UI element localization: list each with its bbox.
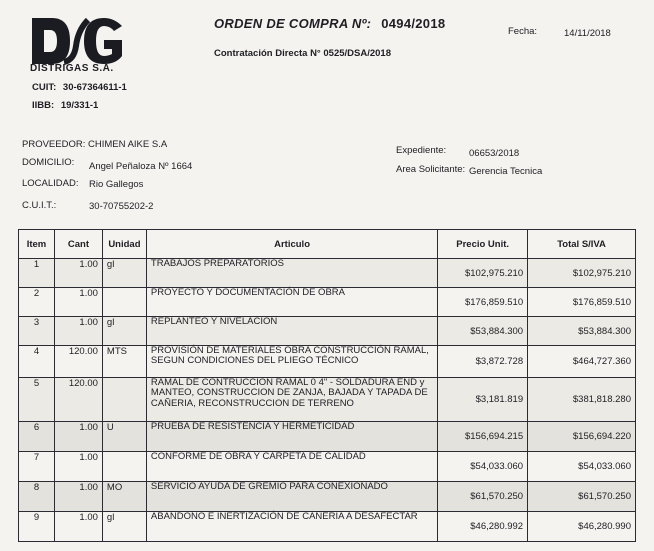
header-cant: Cant (54, 230, 102, 259)
table-header-row (19, 230, 636, 259)
cell-item: 2 (19, 288, 55, 317)
company-logo (30, 16, 120, 68)
cell-cant: 120.00 (54, 346, 102, 378)
cell-item: 4 (19, 346, 55, 378)
cell-cant: 1.00 (54, 317, 102, 346)
header-item: Item (19, 230, 55, 259)
cell-cant: 1.00 (54, 288, 102, 317)
cell-unidad: MTS (102, 346, 146, 378)
cell-unidad: MO (102, 482, 146, 512)
expediente-label: Expediente: (396, 145, 447, 156)
cell-articulo: PRUEBA DE RESISTENCIA Y HERMETICIDAD (146, 422, 437, 452)
cell-unidad: gl (102, 259, 146, 288)
order-title-label: ORDEN DE COMPRA Nº: (214, 16, 372, 31)
table-row (19, 422, 636, 452)
table-row (19, 512, 636, 542)
supplier-address-label: DOMICILIO: (22, 157, 75, 168)
cell-precio: $46,280.992 (438, 512, 528, 542)
company-iibb-label: IIBB: (32, 100, 55, 111)
company-name: DISTRIGAS S.A. (30, 63, 114, 74)
area-label: Area Solicitante: (396, 164, 466, 175)
cell-precio: $54,033.060 (438, 452, 528, 482)
cell-item: 7 (19, 452, 55, 482)
company-cuit (32, 82, 127, 93)
cell-total: $102,975.210 (528, 259, 636, 288)
table-row (19, 288, 636, 317)
supplier-cuit: 30-70755202-2 (89, 201, 154, 212)
cell-item: 1 (19, 259, 55, 288)
cell-cant: 1.00 (54, 452, 102, 482)
table-row (19, 346, 636, 378)
cell-cant: 1.00 (54, 422, 102, 452)
supplier-cuit-label: C.U.I.T.: (22, 200, 57, 211)
cell-total: $156,694.220 (528, 422, 636, 452)
table-row (19, 378, 636, 422)
cell-precio: $176,859.510 (438, 288, 528, 317)
cell-cant: 120.00 (54, 378, 102, 422)
company-cuit-value: 30-67364611-1 (62, 82, 127, 93)
cell-total: $54,033.060 (528, 452, 636, 482)
cell-unidad: U (102, 422, 146, 452)
supplier-name: CHIMEN AIKE S.A (88, 139, 168, 150)
header-unidad: Unidad (102, 230, 146, 259)
cell-item: 5 (19, 378, 55, 422)
area-value: Gerencia Tecnica (469, 166, 543, 177)
cell-cant: 1.00 (54, 259, 102, 288)
cell-articulo: SERVICIO AYUDA DE GREMIO PARA CONEXIONADO (146, 482, 437, 512)
header-articulo: Articulo (146, 230, 437, 259)
supplier-name-row (22, 139, 167, 150)
cell-articulo: PROVISIÓN DE MATERIALES OBRA CONSTRUCCIÓN RAMAL, SEGUN CONDICIONES DEL PLIEGO TÉCNICO (146, 346, 437, 378)
cell-cant: 1.00 (54, 482, 102, 512)
cell-precio: $53,884.300 (438, 317, 528, 346)
order-title (214, 16, 445, 31)
supplier-city-label: LOCALIDAD: (22, 178, 79, 189)
cell-unidad (102, 378, 146, 422)
company-iibb (32, 100, 98, 111)
cell-total: $46,280.990 (528, 512, 636, 542)
cell-total: $381,818.280 (528, 378, 636, 422)
company-iibb-value: 19/331-1 (60, 100, 99, 111)
cell-unidad (102, 288, 146, 317)
cell-total: $464,727.360 (528, 346, 636, 378)
header-total: Total S/IVA (528, 230, 636, 259)
company-cuit-label: CUIT: (32, 82, 57, 93)
cell-unidad: gl (102, 317, 146, 346)
cell-articulo: RAMAL DE CONTRUCCION RAMAL 0 4" - SOLDADURA END y MANTEO, CONSTRUCCION DE ZANJA, BAJADA Y TAPADA DE CAÑERIA, RECONSTRUCCION DE TERRENO (146, 378, 437, 422)
table-row (19, 482, 636, 512)
cell-precio: $102,975.210 (438, 259, 528, 288)
cell-precio: $3,181.819 (438, 378, 528, 422)
cell-unidad (102, 452, 146, 482)
cell-unidad: gl (102, 512, 146, 542)
cell-precio: $3,872.728 (438, 346, 528, 378)
cell-articulo: TRABAJOS PREPARATORIOS (146, 259, 437, 288)
cell-articulo: PROYECTO Y DOCUMENTACIÓN DE OBRA (146, 288, 437, 317)
cell-item: 6 (19, 422, 55, 452)
items-table (18, 229, 636, 542)
cell-precio: $156,694.215 (438, 422, 528, 452)
supplier-name-label: PROVEEDOR: (22, 139, 86, 150)
cell-precio: $61,570.250 (438, 482, 528, 512)
cell-total: $61,570.250 (528, 482, 636, 512)
date-label: Fecha: (508, 26, 538, 37)
date-value: 14/11/2018 (564, 28, 611, 39)
table-row (19, 259, 636, 288)
table-row (19, 317, 636, 346)
table-row (19, 452, 636, 482)
expediente-value: 06653/2018 (469, 148, 520, 159)
cell-articulo: REPLANTEO Y NIVELACION (146, 317, 437, 346)
distrigas-logo-icon (30, 16, 126, 66)
header-precio: Precio Unit. (438, 230, 528, 259)
order-subtitle: Contratación Directa N° 0525/DSA/2018 (214, 48, 391, 59)
supplier-city: Rio Gallegos (89, 179, 144, 190)
cell-articulo: ABANDONO E INERTIZACIÓN DE CAÑERIA A DESAFECTAR (146, 512, 437, 542)
supplier-address: Angel Peñaloza Nº 1664 (89, 161, 193, 172)
cell-total: $176,859.510 (528, 288, 636, 317)
cell-item: 9 (19, 512, 55, 542)
cell-cant: 1.00 (54, 512, 102, 542)
cell-articulo: CONFORME DE OBRA Y CARPETA DE CALIDAD (146, 452, 437, 482)
cell-item: 3 (19, 317, 55, 346)
order-number: 0494/2018 (381, 16, 446, 31)
cell-item: 8 (19, 482, 55, 512)
cell-total: $53,884.300 (528, 317, 636, 346)
